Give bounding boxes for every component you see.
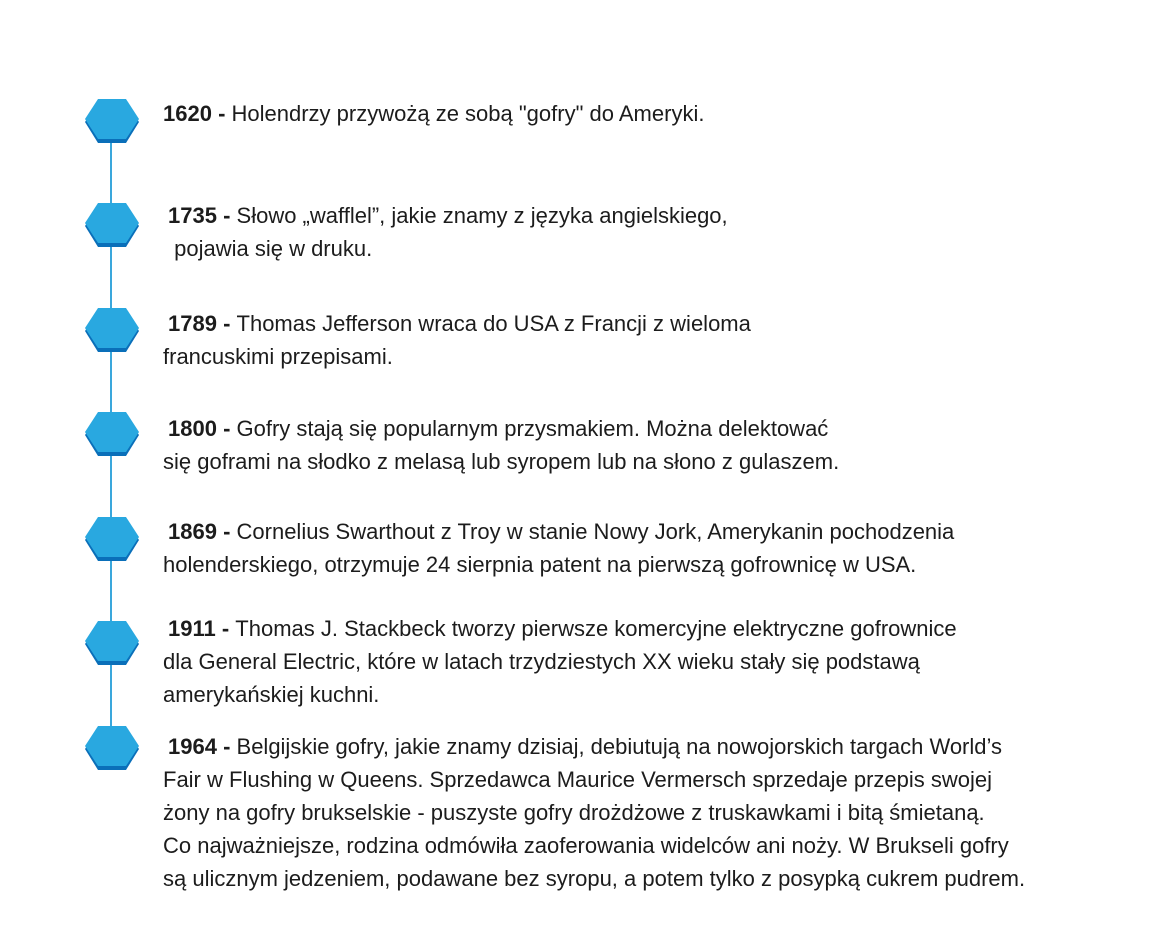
event-year: 1911 <box>168 616 216 641</box>
event-line <box>163 612 1148 645</box>
event-text: Holendrzy przywożą ze sobą "gofry" do Ameryki. <box>231 101 705 126</box>
timeline-event-1620 <box>163 97 1148 130</box>
event-line <box>163 97 1148 130</box>
event-line <box>163 730 1148 763</box>
event-year: 1869 <box>168 519 217 544</box>
event-text-line: dla General Electric, które w latach trzydziestych XX wieku stały się podstawą <box>163 649 920 674</box>
event-text: Słowo „wafflel”, jakie znamy z języka angielskiego, <box>236 203 728 228</box>
timeline-event-1911 <box>163 612 1148 711</box>
event-year: 1620 <box>163 101 212 126</box>
event-text: Gofry stają się popularnym przysmakiem. Można delektować <box>236 416 829 441</box>
event-year: 1789 <box>168 311 217 336</box>
event-text-line: pojawia się w druku. <box>168 236 373 261</box>
event-line <box>163 412 1148 445</box>
event-separator: - <box>211 101 232 126</box>
event-text-line: są ulicznym jedzeniem, podawane bez syropu, a potem tylko z posypką cukrem pudrem. <box>163 866 1026 891</box>
event-text-line: francuskimi przepisami. <box>163 344 393 369</box>
event-text-line: amerykańskiej kuchni. <box>163 682 380 707</box>
event-separator: - <box>216 416 237 441</box>
hexagon-icon <box>85 621 139 667</box>
hexagon-icon <box>85 412 139 458</box>
event-text-line: Fair w Flushing w Queens. Sprzedawca Maurice Vermersch sprzedaje przepis swojej <box>163 767 993 792</box>
event-line <box>163 307 1148 340</box>
event-text-line: Co najważniejsze, rodzina odmówiła zaoferowania widelców ani noży. W Brukseli gofry <box>163 833 1009 858</box>
timeline-event-1789 <box>163 307 1148 373</box>
timeline-event-1964 <box>163 730 1148 895</box>
event-text: Thomas Jefferson wraca do USA z Francji z wieloma <box>236 311 751 336</box>
hexagon-icon <box>85 726 139 772</box>
hexagon-icon <box>85 203 139 249</box>
timeline-event-1800 <box>163 412 1148 478</box>
event-line <box>163 515 1148 548</box>
event-separator: - <box>215 616 236 641</box>
hexagon-icon <box>85 308 139 354</box>
timeline-event-1735 <box>168 199 1150 265</box>
event-text-line: żony na gofry brukselskie - puszyste gofry drożdżowe z truskawkami i bitą śmietaną. <box>163 800 985 825</box>
event-year: 1964 <box>168 734 217 759</box>
event-text: Thomas J. Stackbeck tworzy pierwsze komercyjne elektryczne gofrownice <box>235 616 957 641</box>
event-text: Belgijskie gofry, jakie znamy dzisiaj, debiutują na nowojorskich targach World’s <box>236 734 1002 759</box>
event-separator: - <box>216 203 237 228</box>
event-separator: - <box>216 519 237 544</box>
event-text-line: się goframi na słodko z melasą lub syropem lub na słono z gulaszem. <box>163 449 840 474</box>
timeline-event-1869 <box>163 515 1148 581</box>
event-separator: - <box>216 311 237 336</box>
hexagon-icon <box>85 517 139 563</box>
hexagon-icon <box>85 99 139 145</box>
event-year: 1800 <box>168 416 217 441</box>
event-separator: - <box>216 734 237 759</box>
event-line <box>168 199 1150 232</box>
event-year: 1735 <box>168 203 217 228</box>
event-text: Cornelius Swarthout z Troy w stanie Nowy Jork, Amerykanin pochodzenia <box>236 519 955 544</box>
event-text-line: holenderskiego, otrzymuje 24 sierpnia patent na pierwszą gofrownicę w USA. <box>163 552 917 577</box>
